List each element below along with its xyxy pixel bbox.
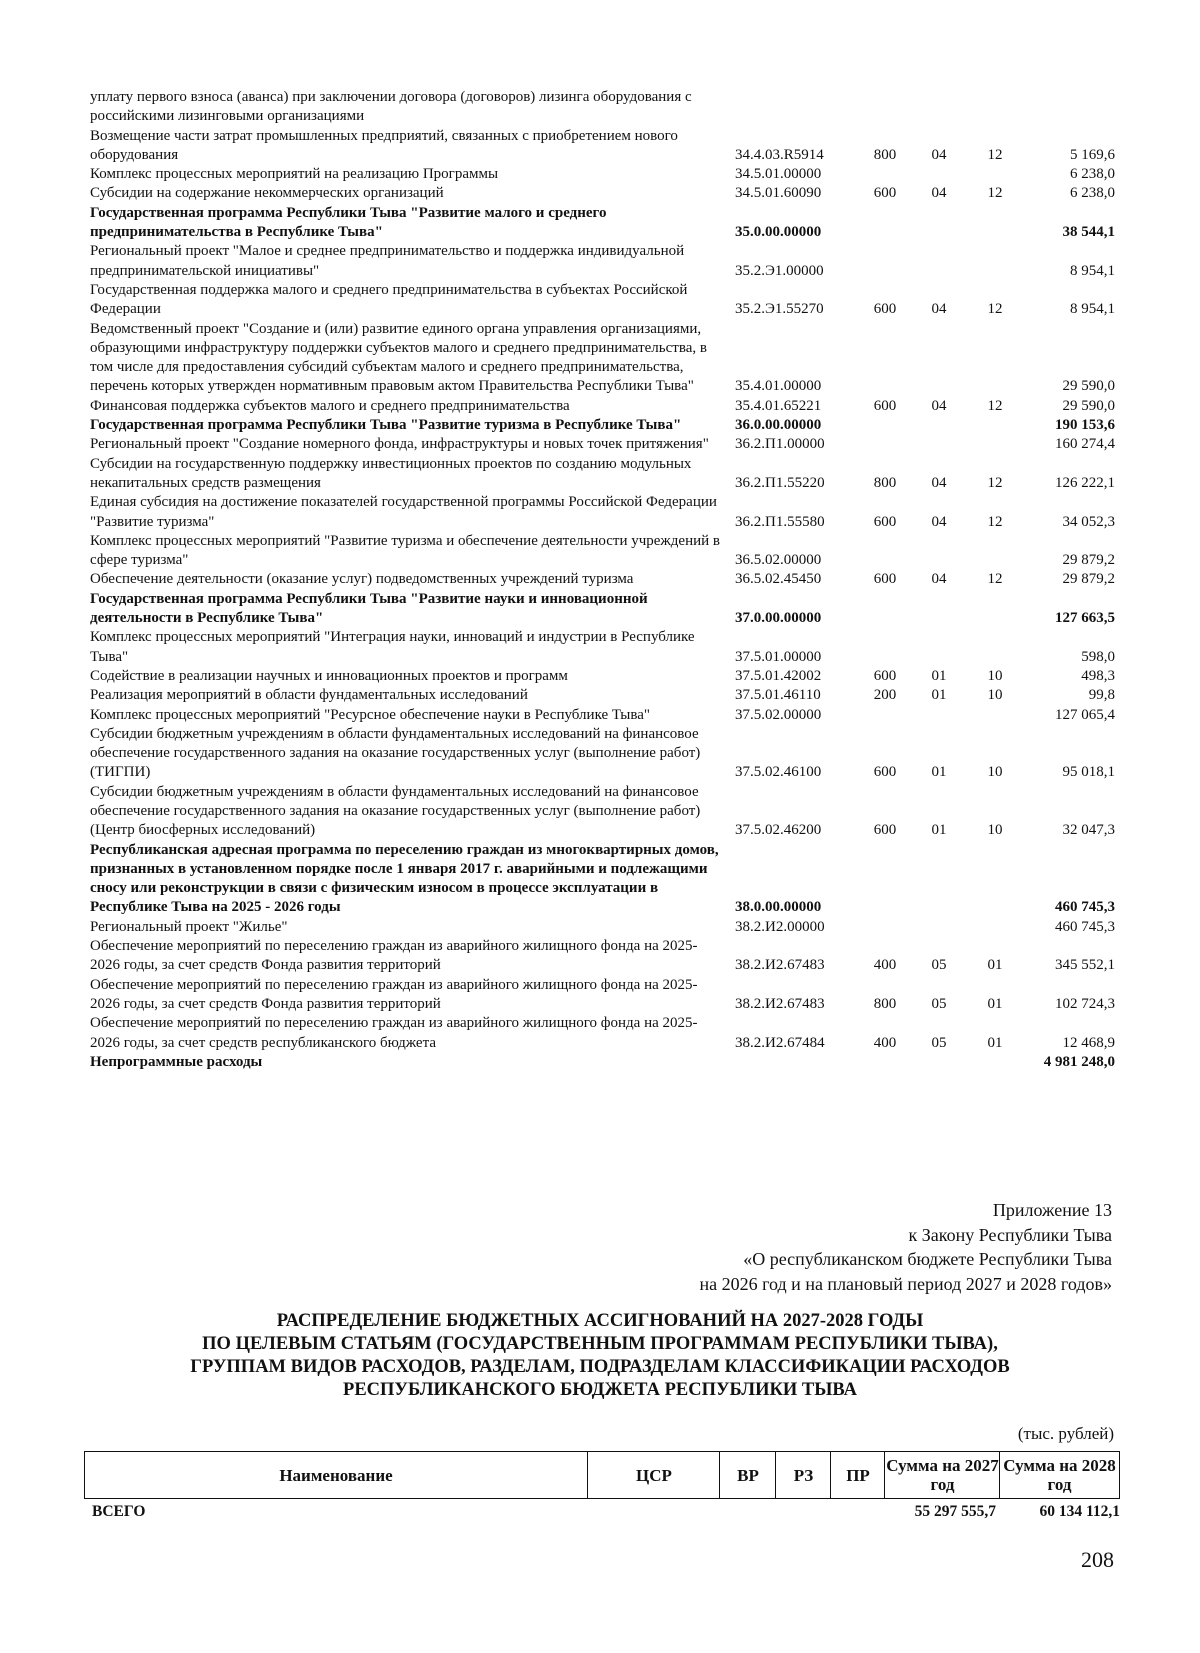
table-row [90, 918, 1120, 937]
table-row [90, 570, 1120, 589]
row-sum: 6 238,0 [1070, 185, 1115, 202]
row-sum: 95 018,1 [1062, 764, 1115, 781]
row-sum: 12 468,9 [1062, 1034, 1115, 1051]
row-pr: 01 [987, 995, 1003, 1012]
row-sum: 29 879,2 [1062, 571, 1115, 588]
row-csr: 34.5.01.00000 [735, 166, 822, 183]
header-sum-2028: Сумма на 2028 год [999, 1452, 1119, 1498]
row-cells [90, 686, 1120, 705]
row-csr: 37.5.02.46200 [735, 822, 822, 839]
row-csr: 35.0.00.00000 [735, 224, 822, 241]
row-name: Обеспечение мероприятий по переселению граждан из аварийного жилищного фонда на 2025-2026 годы, за счет средств республиканского бюджета [90, 1015, 698, 1051]
table-row [90, 532, 1120, 571]
header-sum-2027: Сумма на 2027 год [884, 1452, 1000, 1498]
row-csr: 38.0.00.00000 [735, 899, 822, 916]
row-csr: 34.5.01.60090 [735, 185, 822, 202]
table-row [90, 706, 1120, 725]
row-cells [90, 956, 1120, 975]
row-cells [90, 416, 1120, 435]
row-vr: 600 [873, 571, 897, 588]
row-cells [90, 609, 1120, 628]
row-vr: 600 [873, 513, 897, 530]
row-cells [90, 146, 1120, 165]
row-sum: 127 663,5 [1055, 610, 1115, 627]
row-name: Государственная программа Республики Тыва "Развитие малого и среднего предпринимательства в Республике Тыва" [90, 204, 607, 241]
row-name: Обеспечение мероприятий по переселению граждан из аварийного жилищного фонда на 2025-2026 годы, за счет средств Фонда развития территорий [90, 938, 698, 974]
row-csr: 37.5.02.00000 [735, 706, 822, 723]
row-sum: 126 222,1 [1055, 474, 1115, 491]
row-rz: 01 [931, 667, 947, 684]
row-vr: 800 [873, 474, 897, 491]
row-pr: 10 [987, 764, 1003, 781]
row-csr: 38.2.И2.67483 [735, 957, 825, 974]
row-pr: 01 [987, 957, 1003, 974]
row-cells [90, 648, 1120, 667]
row-name: Региональный проект "Жилье" [90, 918, 288, 935]
row-vr: 200 [873, 687, 897, 704]
row-csr: 37.5.01.00000 [735, 648, 822, 665]
header-vr: ВР [719, 1452, 776, 1498]
row-sum: 345 552,1 [1055, 957, 1115, 974]
row-name: Реализация мероприятий в области фундаментальных исследований [90, 687, 528, 704]
header-name: Наименование [279, 1465, 393, 1485]
row-name: Государственная поддержка малого и среднего предпринимательства в субъектах Российской Федерации [90, 281, 688, 318]
row-rz: 05 [931, 957, 947, 974]
row-cells [90, 706, 1120, 725]
table-row [90, 725, 1120, 783]
row-sum: 102 724,3 [1055, 995, 1115, 1012]
header-pr: ПР [830, 1452, 885, 1498]
row-sum: 6 238,0 [1070, 166, 1115, 183]
row-csr: 36.2.П1.00000 [735, 436, 825, 453]
row-sum: 190 153,6 [1055, 417, 1115, 434]
row-csr: 35.2.Э1.00000 [735, 262, 824, 279]
row-cells [90, 223, 1120, 242]
table-row [90, 435, 1120, 454]
row-csr: 36.0.00.00000 [735, 417, 822, 434]
row-csr: 35.4.01.65221 [735, 397, 822, 414]
table-row [90, 455, 1120, 494]
table-row [90, 590, 1120, 629]
row-name: Региональный проект "Малое и среднее предпринимательство и поддержка индивидуальной предпринимательской инициативы" [90, 243, 685, 279]
row-sum: 99,8 [1088, 687, 1115, 704]
row-rz: 05 [931, 1034, 947, 1051]
row-rz: 04 [931, 146, 947, 163]
row-csr: 36.2.П1.55580 [735, 513, 825, 530]
row-pr: 10 [987, 822, 1003, 839]
table-row [90, 976, 1120, 1015]
row-vr: 600 [873, 397, 897, 414]
total-label: ВСЕГО [92, 1503, 146, 1520]
row-cells [90, 1034, 1120, 1053]
row-name: Возмещение части затрат промышленных предприятий, связанных с приобретением нового оборудования [90, 127, 678, 163]
row-rz: 04 [931, 301, 947, 318]
row-cells [90, 397, 1120, 416]
table-row [90, 841, 1120, 918]
row-pr: 12 [987, 397, 1003, 414]
row-name: Региональный проект "Создание номерного фонда, инфраструктуры и новых точек притяжения" [90, 436, 709, 453]
table-row [90, 127, 1120, 166]
row-rz: 04 [931, 185, 947, 202]
row-csr: 38.2.И2.67483 [735, 995, 825, 1012]
row-sum: 34 052,3 [1062, 513, 1115, 530]
row-pr: 12 [987, 571, 1003, 588]
row-cells [90, 262, 1120, 281]
row-csr: 38.2.И2.00000 [735, 918, 825, 935]
table-row [90, 686, 1120, 705]
row-vr: 800 [873, 995, 897, 1012]
row-cells [90, 898, 1120, 917]
row-name: Комплекс процессных мероприятий "Развитие туризма и обеспечение деятельности учреждений в сфере туризма" [90, 532, 720, 569]
row-vr: 600 [873, 185, 897, 202]
row-name: Республиканская адресная программа по переселению граждан из многоквартирных домов, признанных в установленном порядке после 1 января 2017 г. аварийными и подлежащими сносу или реконструкции в связи с физическим износом в процессе эксплуатации в Республике Тыва на 2025 - 2026 годы [90, 841, 719, 916]
table-row [90, 320, 1120, 397]
page-number: 208 [1081, 1547, 1114, 1572]
row-vr: 400 [873, 957, 897, 974]
row-cells [90, 165, 1120, 184]
row-vr: 400 [873, 1034, 897, 1051]
header-rz: РЗ [775, 1452, 831, 1498]
row-name: Субсидии на содержание некоммерческих организаций [90, 185, 444, 202]
row-name: Непрограммные расходы [90, 1053, 263, 1070]
row-rz: 04 [931, 571, 947, 588]
row-csr: 37.0.00.00000 [735, 610, 822, 627]
table-row [90, 281, 1120, 320]
table-row [90, 783, 1120, 841]
row-sum: 4 981 248,0 [1043, 1053, 1115, 1070]
row-sum: 29 879,2 [1062, 552, 1115, 569]
table-row [90, 165, 1120, 184]
budget-table [90, 88, 1120, 1072]
units-label: (тыс. рублей) [1017, 1424, 1114, 1443]
row-pr: 12 [987, 474, 1003, 491]
row-name: Обеспечение деятельности (оказание услуг) подведомственных учреждений туризма [90, 571, 634, 588]
row-pr: 12 [987, 185, 1003, 202]
table-row [90, 88, 1120, 127]
table-row [90, 184, 1120, 203]
row-cells [90, 184, 1120, 203]
row-cells [90, 570, 1120, 589]
appendix-line-3: «О республиканском бюджете Республики Тыва [743, 1249, 1112, 1269]
row-pr: 12 [987, 513, 1003, 530]
appendix-block [699, 1198, 1112, 1296]
row-csr: 34.4.03.R5914 [735, 146, 824, 163]
row-csr: 36.5.02.00000 [735, 552, 822, 569]
row-sum: 29 590,0 [1062, 378, 1115, 395]
row-cells [90, 763, 1120, 782]
row-pr: 12 [987, 146, 1003, 163]
row-name: Государственная программа Республики Тыва "Развитие науки и инновационной деятельности в Республике Тыва" [90, 590, 648, 627]
row-name: Единая субсидия на достижение показателей государственной программы Российской Федерации "Развитие туризма" [90, 494, 717, 530]
row-pr: 10 [987, 687, 1003, 704]
row-name: Обеспечение мероприятий по переселению граждан из аварийного жилищного фонда на 2025-2026 годы, за счет средств Фонда развития территорий [90, 976, 698, 1012]
appendix-line-4: на 2026 год и на плановый период 2027 и 2028 годов» [699, 1273, 1112, 1294]
table-row [90, 493, 1120, 532]
row-name: Ведомственный проект "Создание и (или) развитие единого органа управления организациями, образующими инфраструктуру поддержки субъектов малого и среднего предпринимательства, в том числе для предоставления субсидий субъектам малого и среднего предпринимательства, перечень которых утвержден нормативным правовым актом Правительства Республики Тыва" [90, 320, 707, 395]
row-rz: 04 [931, 513, 947, 530]
row-cells [90, 821, 1120, 840]
table-row [90, 242, 1120, 281]
row-rz: 01 [931, 687, 947, 704]
row-name: Субсидии бюджетным учреждениям в области фундаментальных исследований на финансовое обеспечение государственного задания на оказание государственных услуг (выполнение работ) (ТИГПИ) [90, 725, 701, 781]
row-pr: 12 [987, 301, 1003, 318]
table-row [90, 416, 1120, 435]
row-vr: 600 [873, 822, 897, 839]
table-row [90, 937, 1120, 976]
row-name: Субсидии бюджетным учреждениям в области фундаментальных исследований на финансовое обеспечение государственного задания на оказание государственных услуг (выполнение работ) (Центр биосферных исследований) [90, 783, 701, 839]
total-sum-2028: 60 134 112,1 [1039, 1503, 1120, 1520]
row-csr: 38.2.И2.67484 [735, 1034, 825, 1051]
row-cells [90, 107, 1120, 126]
row-cells [90, 474, 1120, 493]
row-rz: 04 [931, 474, 947, 491]
row-cells [90, 667, 1120, 686]
row-sum: 127 065,4 [1055, 706, 1115, 723]
header-table [84, 1451, 1120, 1499]
row-rz: 01 [931, 822, 947, 839]
row-rz: 05 [931, 995, 947, 1012]
row-cells [90, 1053, 1120, 1072]
row-cells [90, 300, 1120, 319]
table-row [90, 1014, 1120, 1053]
row-cells [90, 995, 1120, 1014]
row-name: Государственная программа Республики Тыва "Развитие туризма в Республике Тыва" [90, 417, 682, 434]
row-sum: 160 274,4 [1055, 436, 1115, 453]
row-sum: 460 745,3 [1055, 918, 1115, 935]
row-rz: 04 [931, 397, 947, 414]
row-name: уплату первого взноса (аванса) при заключении договора (договоров) лизинга оборудования с российскими лизинговыми организациями [90, 89, 692, 125]
row-sum: 38 544,1 [1062, 224, 1115, 241]
row-name: Финансовая поддержка субъектов малого и среднего предпринимательства [90, 397, 570, 414]
row-vr: 600 [873, 301, 897, 318]
table-row [90, 628, 1120, 667]
table-row [90, 1053, 1120, 1072]
row-csr: 37.5.01.42002 [735, 667, 822, 684]
row-sum: 5 169,6 [1070, 146, 1115, 163]
row-sum: 32 047,3 [1062, 822, 1115, 839]
title-line-1: РАСПРЕДЕЛЕНИЕ БЮДЖЕТНЫХ АССИГНОВАНИЙ НА 2027-2028 ГОДЫ [276, 1311, 924, 1331]
header-csr: ЦСР [587, 1452, 720, 1498]
appendix-line-2: к Закону Республики Тыва [908, 1224, 1112, 1245]
row-pr: 01 [987, 1034, 1003, 1051]
row-pr: 10 [987, 667, 1003, 684]
title-line-2: ПО ЦЕЛЕВЫМ СТАТЬЯМ (ГОСУДАРСТВЕННЫМ ПРОГРАММАМ РЕСПУБЛИКИ ТЫВА), [202, 1334, 998, 1354]
row-name: Субсидии на государственную поддержку инвестиционных проектов по созданию модульных некапитальных средств размещения [90, 455, 692, 491]
row-csr: 37.5.01.46110 [735, 687, 821, 704]
row-csr: 37.5.02.46100 [735, 764, 822, 781]
row-csr: 35.4.01.00000 [735, 378, 822, 395]
row-name: Комплекс процессных мероприятий "Ресурсное обеспечение науки в Республике Тыва" [90, 706, 651, 723]
row-sum: 8 954,1 [1070, 301, 1115, 318]
document-title [0, 1310, 1200, 1402]
row-sum: 498,3 [1081, 667, 1115, 684]
row-cells [90, 435, 1120, 454]
title-line-3: ГРУППАМ ВИДОВ РАСХОДОВ, РАЗДЕЛАМ, ПОДРАЗДЕЛАМ КЛАССИФИКАЦИИ РАСХОДОВ [190, 1357, 1010, 1377]
table-row [90, 204, 1120, 243]
row-cells [90, 551, 1120, 570]
row-name: Комплекс процессных мероприятий на реализацию Программы [90, 166, 499, 183]
total-sum-2027: 55 297 555,7 [914, 1503, 996, 1520]
row-sum: 460 745,3 [1055, 899, 1115, 916]
row-csr: 36.2.П1.55220 [735, 474, 825, 491]
title-line-4: РЕСПУБЛИКАНСКОГО БЮДЖЕТА РЕСПУБЛИКИ ТЫВА [343, 1380, 857, 1400]
row-rz: 01 [931, 764, 947, 781]
row-vr: 600 [873, 764, 897, 781]
appendix-line-1: Приложение 13 [992, 1200, 1112, 1220]
row-sum: 29 590,0 [1062, 397, 1115, 414]
row-vr: 600 [873, 667, 897, 684]
row-cells [90, 918, 1120, 937]
row-csr: 35.2.Э1.55270 [735, 301, 824, 318]
row-csr: 36.5.02.45450 [735, 571, 822, 588]
row-sum: 598,0 [1081, 648, 1115, 665]
table-row [90, 667, 1120, 686]
row-name: Комплекс процессных мероприятий "Интеграция науки, инноваций и индустрии в Республике Тыва" [90, 629, 695, 665]
row-name: Содействие в реализации научных и инновационных проектов и программ [90, 667, 568, 684]
row-cells [90, 377, 1120, 396]
row-vr: 800 [873, 146, 897, 163]
table-row [90, 397, 1120, 416]
row-sum: 8 954,1 [1070, 262, 1115, 279]
row-cells [90, 513, 1120, 532]
